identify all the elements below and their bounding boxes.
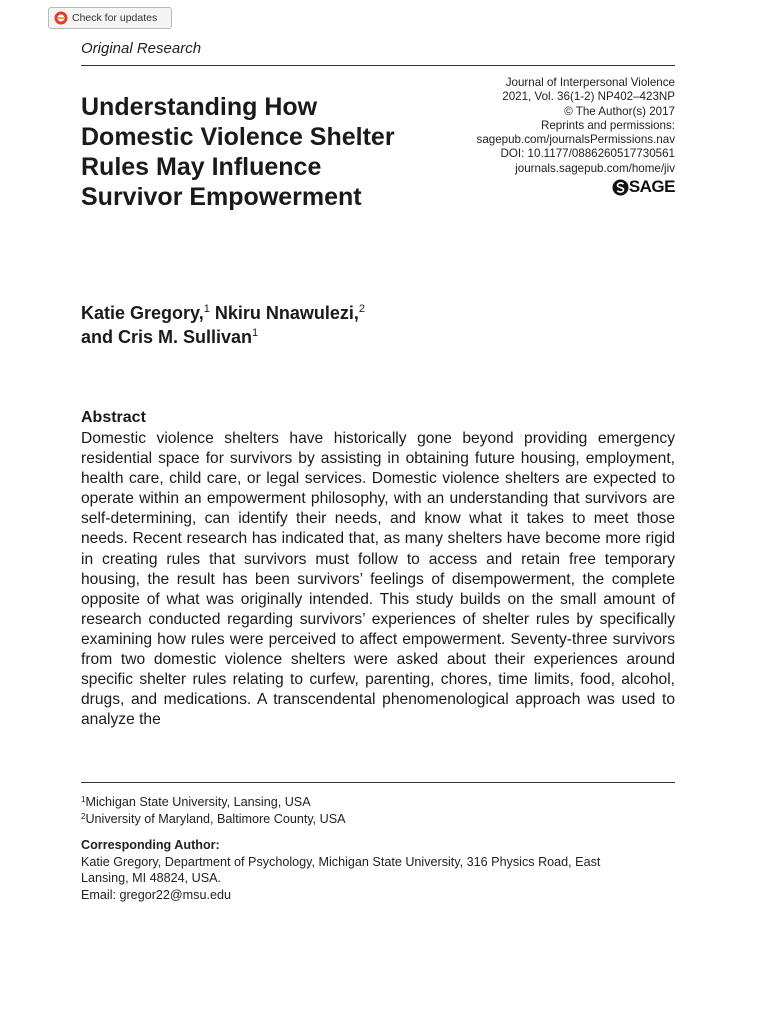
sage-logo: [415, 179, 675, 196]
top-divider: [81, 65, 675, 66]
author-affiliation-marker: 1: [252, 327, 259, 339]
journal-volume: 2021, Vol. 36(1-2) NP402–423NP: [502, 90, 675, 104]
corresponding-author: [81, 837, 681, 903]
affiliation-item: [81, 811, 346, 828]
author-name: Katie Gregory,: [81, 303, 204, 323]
affiliation-text: University of Maryland, Baltimore County, USA: [85, 811, 346, 826]
journal-permissions-link[interactable]: sagepub.com/journalsPermissions.nav: [476, 133, 675, 147]
footnote-divider: [81, 782, 675, 783]
journal-name: Journal of Interpersonal Violence: [505, 76, 675, 89]
corresponding-author-heading: Corresponding Author:: [81, 838, 220, 852]
journal-reprints: Reprints and permissions:: [540, 118, 675, 132]
author-name: and Cris M. Sullivan: [81, 327, 253, 347]
corresponding-author-email[interactable]: Email: gregor22@msu.edu: [81, 887, 231, 902]
corresponding-author-address-cont: Lansing, MI 48824, USA.: [81, 871, 222, 885]
affiliation-item: [81, 794, 346, 811]
check-for-updates-button[interactable]: [48, 7, 172, 29]
corresponding-author-address: Katie Gregory, Department of Psychology, Michigan State University, 316 Physics Road, East: [81, 854, 601, 869]
author-list: [81, 301, 501, 349]
author-affiliation-marker: 2: [358, 303, 366, 315]
journal-copyright: © The Author(s) 2017: [564, 104, 675, 118]
sage-logo-text: SAGE: [628, 177, 675, 197]
affiliation-marker: 1: [81, 795, 86, 804]
sage-emblem-icon: [612, 179, 629, 196]
journal-info: [415, 76, 675, 196]
section-label: Original Research: [81, 40, 202, 57]
affiliations: [81, 794, 346, 827]
check-for-updates-label: Check for updates: [72, 12, 158, 24]
journal-homepage-link[interactable]: journals.sagepub.com/home/jiv: [515, 161, 675, 175]
article-title: Understanding How Domestic Violence Shelter Rules May Influence Survivor Empowerment: [81, 93, 395, 211]
author-name: Nkiru Nnawulezi,: [214, 303, 359, 323]
abstract-heading: Abstract: [81, 409, 146, 426]
affiliation-text: Michigan State University, Lansing, USA: [85, 795, 311, 809]
affiliation-marker: 2: [81, 811, 86, 821]
abstract-text: Domestic violence shelters have historically gone beyond providing emergency residential space for survivors by assisting in obtaining future housing, employment, health care, child care, or legal services. Domestic violence shelters are expected to operate within an empowerment philosophy, with an understanding that survivors are self-determining, can identify their needs, and know what it takes to meet those needs. Recent research has indicated that, as many shelters have become more rigid in creating rules that survivors must follow to access and retain free temporary housing, the result has been survivors’ feelings of disempowerment, the complete opposite of what was originally intended. This study builds on the small amount of research conducted regarding survivors’ experiences of shelter rules by specifically examining how rules were perceived to affect empowerment. Seventy-three survivors from two domestic violence shelters were asked about their experiences around specific shelter rules relating to curfew, parenting, chores, time limits, food, alcohol, drugs, and medications. A transcendental phenomenological approach was used to analyze the: [81, 430, 675, 729]
journal-doi-link[interactable]: DOI: 10.1177/0886260517730561: [500, 147, 675, 161]
check-for-updates-icon: [54, 11, 68, 25]
author-affiliation-marker: 1: [203, 303, 210, 315]
